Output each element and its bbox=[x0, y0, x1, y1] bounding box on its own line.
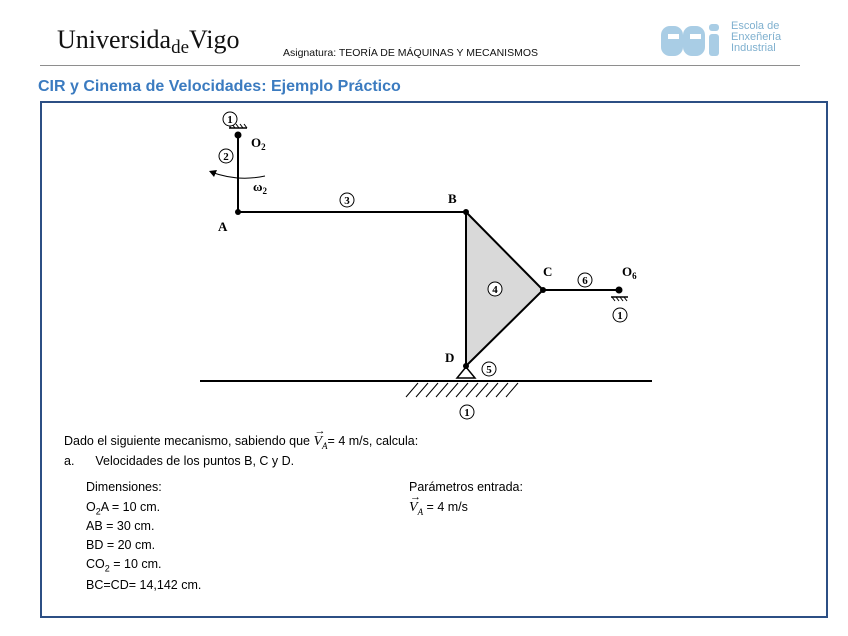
param-va-value: = 4 m/s bbox=[426, 500, 468, 514]
joint-a bbox=[235, 209, 241, 215]
label-b: B bbox=[448, 191, 457, 206]
svg-text:1: 1 bbox=[464, 407, 470, 419]
problem-item-a bbox=[64, 454, 294, 468]
joint-b bbox=[463, 209, 469, 215]
ground-hatch bbox=[406, 383, 518, 397]
link-number-3 bbox=[340, 193, 354, 207]
va-vector: → $V_A$ bbox=[313, 425, 328, 451]
link-4-triangle bbox=[466, 212, 543, 366]
intro-after: = 4 m/s, calcula: bbox=[327, 434, 419, 448]
parameters-title: Parámetros entrada: bbox=[409, 480, 523, 494]
label-c: C bbox=[543, 264, 553, 279]
label-a: A bbox=[218, 219, 228, 234]
logo-line-1: Escola de bbox=[731, 20, 780, 32]
link-number-5 bbox=[482, 362, 496, 376]
link-number-1c bbox=[460, 405, 474, 419]
joint-c bbox=[540, 287, 546, 293]
joint-d bbox=[463, 363, 469, 369]
label-o2: $O_2$ bbox=[251, 135, 266, 152]
problem-intro bbox=[64, 425, 419, 451]
dimensions-title: Dimensiones: bbox=[86, 480, 162, 494]
pivot-o6-support bbox=[611, 287, 628, 302]
link-number-4 bbox=[488, 282, 502, 296]
item-a-letter: a. bbox=[64, 454, 75, 468]
dim-bc-cd: BC=CD= 14,142 cm. bbox=[86, 578, 202, 592]
svg-text:4: 4 bbox=[492, 284, 498, 296]
dim-o2a: $O_2A = 10$ cm. bbox=[86, 500, 161, 517]
param-va-vector: → $V_A$ bbox=[409, 491, 424, 517]
logo-line-3: Industrial bbox=[731, 42, 776, 54]
university-name-part1: Universida bbox=[57, 25, 172, 54]
label-omega2: $\omega_2$ bbox=[253, 179, 268, 196]
item-a-text: Velocidades de los puntos B, C y D. bbox=[95, 454, 295, 468]
dim-ab: AB = 30 cm. bbox=[86, 519, 155, 533]
svg-text:5: 5 bbox=[486, 364, 492, 376]
link-number-1b bbox=[613, 308, 627, 322]
svg-text:1: 1 bbox=[617, 310, 623, 322]
subject-label: Asignatura: TEORÍA DE MÁQUINAS Y MECANISMOS bbox=[283, 47, 538, 59]
dim-bd: BD = 20 cm. bbox=[86, 538, 156, 552]
logo-line-2: Enxeñería bbox=[731, 31, 782, 43]
svg-text:3: 3 bbox=[344, 195, 350, 207]
dim-co2: $CO_2 = 10$ cm. bbox=[86, 557, 162, 574]
intro-before: Dado el siguiente mecanismo, sabiendo que bbox=[64, 434, 310, 448]
link-number-6 bbox=[578, 273, 592, 287]
svg-text:1: 1 bbox=[227, 114, 233, 126]
svg-text:6: 6 bbox=[582, 275, 588, 287]
link-number-1a bbox=[223, 112, 237, 126]
svg-text:2: 2 bbox=[223, 151, 229, 163]
university-name-part3: Vigo bbox=[189, 25, 240, 54]
page-title: CIR y Cinema de Velocidades: Ejemplo Práctico bbox=[38, 78, 401, 95]
label-d: D bbox=[445, 350, 455, 365]
link-number-2 bbox=[219, 149, 233, 163]
label-o6: $O_6$ bbox=[622, 264, 637, 281]
university-name-part2: de bbox=[171, 37, 190, 58]
param-va bbox=[409, 491, 468, 517]
